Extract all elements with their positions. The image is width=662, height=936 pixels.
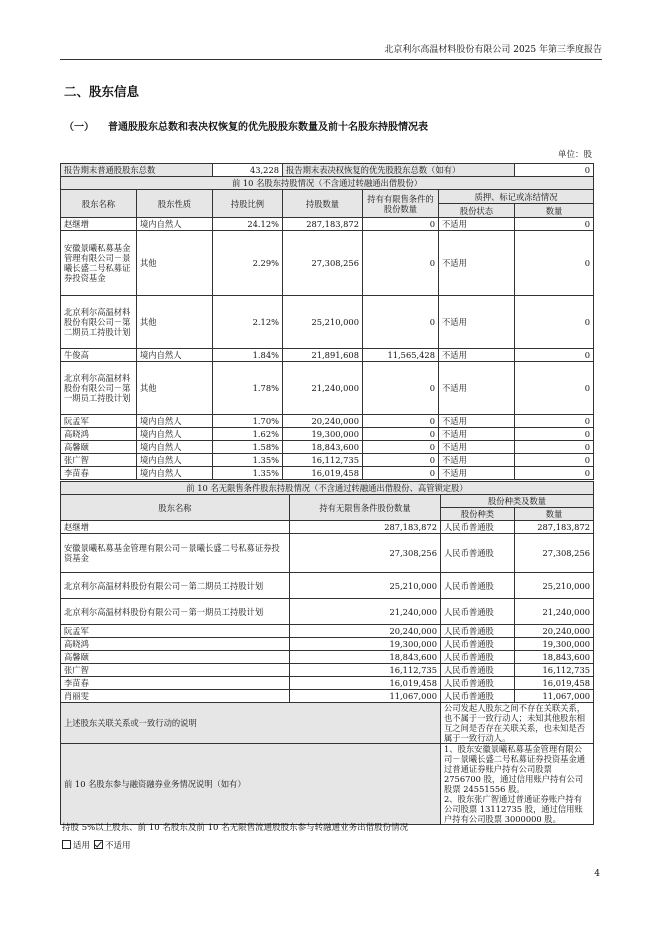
shareholder-name: 高馨颐: [61, 441, 137, 454]
pledge-count: 0: [515, 362, 594, 415]
pledge-count: 0: [515, 415, 594, 428]
share-count: 16,112,735: [515, 664, 594, 677]
table-row: [61, 441, 594, 454]
shareholder-name: 赵继增: [61, 521, 290, 534]
shareholder-name: 张广智: [61, 454, 137, 467]
col-header-share-kind: 股份种类及数量: [441, 495, 594, 508]
shareholder-type: 境内自然人: [137, 441, 213, 454]
shareholder-type: 境内自然人: [137, 467, 213, 480]
pledge-count: 0: [515, 428, 594, 441]
margin-trading-note-2: 2、股东张广智通过普通证券账户持有公司股票 13112735 股，通过信用账户持有公司股票 3000000 股。: [444, 794, 583, 824]
relation-text: 公司发起人股东之间不存在关联关系，也不属于一致行动人；未知其他股东相互之间是否存在关联关系，也未知是否属于一致行动人。: [441, 703, 594, 744]
col-header-count: 数量: [515, 204, 594, 218]
shareholding-ratio: 1.62%: [213, 428, 283, 441]
report-header: 北京利尔高温材料股份有限公司 2025 年第三季度报告: [60, 43, 602, 60]
pledge-status: 不适用: [439, 349, 515, 362]
unrestricted-qty: 11,067,000: [290, 690, 441, 703]
shareholding-qty: 19,300,000: [283, 428, 363, 441]
pref-holders-label: 报告期末表决权恢复的优先股股东总数（如有）: [283, 164, 515, 177]
unrestricted-qty: 16,019,458: [290, 677, 441, 690]
col-header-kind-type: 股份种类: [441, 508, 515, 521]
shareholder-name: 高馨颐: [61, 651, 290, 664]
share-kind: 人民币普通股: [441, 625, 515, 638]
col-header-ratio: 持股比例: [213, 190, 283, 218]
table-row: [61, 428, 594, 441]
section-title: 二、股东信息: [64, 84, 140, 99]
pref-holders-value: 0: [515, 164, 594, 177]
shareholding-qty: 16,112,735: [283, 454, 363, 467]
shareholder-type: 境内自然人: [137, 349, 213, 362]
shareholder-name: 赵继增: [61, 218, 137, 231]
applicability-options: [62, 839, 131, 851]
pledge-count: 0: [515, 454, 594, 467]
shareholder-name: 安徽景曦私募基金管理有限公司－景曦长盛二号私募证券投资基金: [61, 534, 290, 573]
table-row: [61, 534, 594, 573]
table-row: [61, 231, 594, 296]
restricted-qty: 0: [363, 441, 439, 454]
unrestricted-qty: 27,308,256: [290, 534, 441, 573]
col-header-type: 股东性质: [137, 190, 213, 218]
shareholder-name: 高晓鸿: [61, 428, 137, 441]
shareholder-name: 北京利尔高温材料股份有限公司－第一期员工持股计划: [61, 362, 137, 415]
shareholding-qty: 16,019,458: [283, 467, 363, 480]
checkbox-not-applicable-checked: [94, 840, 103, 849]
shareholding-qty: 287,183,872: [283, 218, 363, 231]
subsection-title: [64, 118, 428, 133]
shareholder-name: 牛俊高: [61, 349, 137, 362]
pledge-count: 0: [515, 231, 594, 296]
option-applicable: 适用: [73, 841, 91, 851]
shareholder-name: 肖丽雯: [61, 690, 290, 703]
pledge-status: 不适用: [439, 296, 515, 349]
unit-label: 单位：股: [557, 150, 592, 160]
shareholder-name: 北京利尔高温材料股份有限公司－第二期员工持股计划: [61, 296, 137, 349]
pledge-status: 不适用: [439, 441, 515, 454]
shareholder-name: 阮孟军: [61, 415, 137, 428]
share-kind: 人民币普通股: [441, 573, 515, 599]
share-count: 25,210,000: [515, 573, 594, 599]
subsection-text: 普通股股东总数和表决权恢复的优先股股东数量及前十名股东持股情况表: [108, 122, 428, 133]
share-count: 18,843,600: [515, 651, 594, 664]
pledge-count: 0: [515, 296, 594, 349]
shareholding-qty: 21,240,000: [283, 362, 363, 415]
shareholder-name: 张广智: [61, 664, 290, 677]
top10-shareholders-table: [60, 163, 594, 480]
table-row: [61, 651, 594, 664]
table-row: [61, 454, 594, 467]
shareholder-type: 境内自然人: [137, 415, 213, 428]
shareholding-ratio: 1.58%: [213, 441, 283, 454]
pledge-status: 不适用: [439, 454, 515, 467]
restricted-qty: 0: [363, 454, 439, 467]
share-kind: 人民币普通股: [441, 690, 515, 703]
shareholder-name: 阮孟军: [61, 625, 290, 638]
shareholding-ratio: 1.78%: [213, 362, 283, 415]
shareholder-type: 境内自然人: [137, 454, 213, 467]
share-kind: 人民币普通股: [441, 664, 515, 677]
col-header-qty: 持股数量: [283, 190, 363, 218]
subsection-number: （一）: [64, 122, 94, 133]
shareholding-ratio: 2.12%: [213, 296, 283, 349]
col-header-status: 股份状态: [439, 204, 515, 218]
table-row: [61, 677, 594, 690]
shareholding-ratio: 1.35%: [213, 467, 283, 480]
top10-unrestricted-table: [60, 481, 594, 825]
unrestricted-qty: 25,210,000: [290, 573, 441, 599]
shareholder-name: 北京利尔高温材料股份有限公司－第一期员工持股计划: [61, 599, 290, 625]
pledge-count: 0: [515, 441, 594, 454]
table-row: [61, 638, 594, 651]
col-header-pledge: 质押、标记或冻结情况: [439, 190, 594, 204]
table-row: [61, 296, 594, 349]
restricted-qty: 0: [363, 296, 439, 349]
shareholding-qty: 18,843,600: [283, 441, 363, 454]
option-not-applicable: 不适用: [105, 841, 131, 851]
total-holders-value: 43,228: [213, 164, 283, 177]
col-header-unrestricted-qty: 持有无限售条件股份数量: [290, 495, 441, 521]
pledge-count: 0: [515, 218, 594, 231]
unrestricted-qty: 287,183,872: [290, 521, 441, 534]
col-header-kind-count: 数量: [515, 508, 594, 521]
top10-title: 前 10 名股东持股情况（不含通过转融通出借股份）: [61, 177, 594, 190]
pledge-count: 0: [515, 467, 594, 480]
restricted-qty: 0: [363, 218, 439, 231]
table-row: [61, 664, 594, 677]
share-count: 20,240,000: [515, 625, 594, 638]
shareholding-qty: 25,210,000: [283, 296, 363, 349]
col-header-name: 股东名称: [61, 495, 290, 521]
table-row: [61, 625, 594, 638]
share-kind: 人民币普通股: [441, 677, 515, 690]
restricted-qty: 11,565,428: [363, 349, 439, 362]
share-count: 19,300,000: [515, 638, 594, 651]
shareholder-name: 安徽景曦私募基金管理有限公司－景曦长盛二号私募证券投资基金: [61, 231, 137, 296]
relation-label: 上述股东关联关系或一致行动的说明: [61, 703, 441, 744]
securities-lending-note: 持股 5%以上股东、前 10 名股东及前 10 名无限售流通股股东参与转融通业务出借股份情况: [62, 823, 409, 833]
share-kind: 人民币普通股: [441, 521, 515, 534]
table-row: [61, 599, 594, 625]
share-kind: 人民币普通股: [441, 599, 515, 625]
shareholding-qty: 21,891,608: [283, 349, 363, 362]
restricted-qty: 0: [363, 231, 439, 296]
share-kind: 人民币普通股: [441, 638, 515, 651]
unrestricted-qty: 18,843,600: [290, 651, 441, 664]
share-count: 21,240,000: [515, 599, 594, 625]
shareholder-type: 其他: [137, 231, 213, 296]
shareholding-ratio: 1.84%: [213, 349, 283, 362]
col-header-restricted: 持有有限售条件的股份数量: [363, 190, 439, 218]
shareholder-name: 李苗春: [61, 677, 290, 690]
pledge-status: 不适用: [439, 467, 515, 480]
share-count: 16,019,458: [515, 677, 594, 690]
pledge-status: 不适用: [439, 231, 515, 296]
shareholding-ratio: 24.12%: [213, 218, 283, 231]
table-row: [61, 415, 594, 428]
unrestricted-qty: 19,300,000: [290, 638, 441, 651]
shareholding-ratio: 1.35%: [213, 454, 283, 467]
table-row: [61, 573, 594, 599]
page-number: 4: [594, 869, 600, 879]
pledge-status: 不适用: [439, 415, 515, 428]
restricted-qty: 0: [363, 428, 439, 441]
shareholding-qty: 27,308,256: [283, 231, 363, 296]
unrestricted-title: 前 10 名无限售条件股东持股情况（不含通过转融通出借股份、高管锁定股）: [61, 482, 594, 495]
share-kind: 人民币普通股: [441, 651, 515, 664]
share-count: 27,308,256: [515, 534, 594, 573]
shareholder-name: 北京利尔高温材料股份有限公司－第二期员工持股计划: [61, 573, 290, 599]
table-row: [61, 521, 594, 534]
shareholder-type: 境内自然人: [137, 218, 213, 231]
shareholder-type: 境内自然人: [137, 428, 213, 441]
restricted-qty: 0: [363, 467, 439, 480]
total-holders-label: 报告期末普通股股东总数: [61, 164, 213, 177]
pledge-status: 不适用: [439, 218, 515, 231]
unrestricted-qty: 21,240,000: [290, 599, 441, 625]
shareholding-ratio: 2.29%: [213, 231, 283, 296]
pledge-status: 不适用: [439, 362, 515, 415]
table-row: [61, 349, 594, 362]
table-row: [61, 218, 594, 231]
shareholder-type: 其他: [137, 296, 213, 349]
restricted-qty: 0: [363, 415, 439, 428]
table-row: [61, 690, 594, 703]
shareholding-ratio: 1.70%: [213, 415, 283, 428]
checkbox-applicable: [62, 840, 71, 849]
share-count: 11,067,000: [515, 690, 594, 703]
margin-trading-note-1: 1、股东安徽景曦私募基金管理有限公司－景曦长盛二号私募证券投资基金通过普通证券账户持有公司股票 2756700 股，通过信用账户持有公司股票 24551556 股。: [444, 744, 586, 794]
share-kind: 人民币普通股: [441, 534, 515, 573]
share-count: 287,183,872: [515, 521, 594, 534]
margin-trading-label: 前 10 名股东参与融资融券业务情况说明（如有）: [61, 744, 441, 825]
shareholder-type: 其他: [137, 362, 213, 415]
shareholding-qty: 20,240,000: [283, 415, 363, 428]
table-row: [61, 362, 594, 415]
pledge-status: 不适用: [439, 428, 515, 441]
unrestricted-qty: 20,240,000: [290, 625, 441, 638]
margin-trading-text: [441, 744, 594, 825]
unrestricted-qty: 16,112,735: [290, 664, 441, 677]
pledge-count: 0: [515, 349, 594, 362]
col-header-name: 股东名称: [61, 190, 137, 218]
shareholder-name: 高晓鸿: [61, 638, 290, 651]
restricted-qty: 0: [363, 362, 439, 415]
shareholder-name: 李苗春: [61, 467, 137, 480]
table-row: [61, 467, 594, 480]
